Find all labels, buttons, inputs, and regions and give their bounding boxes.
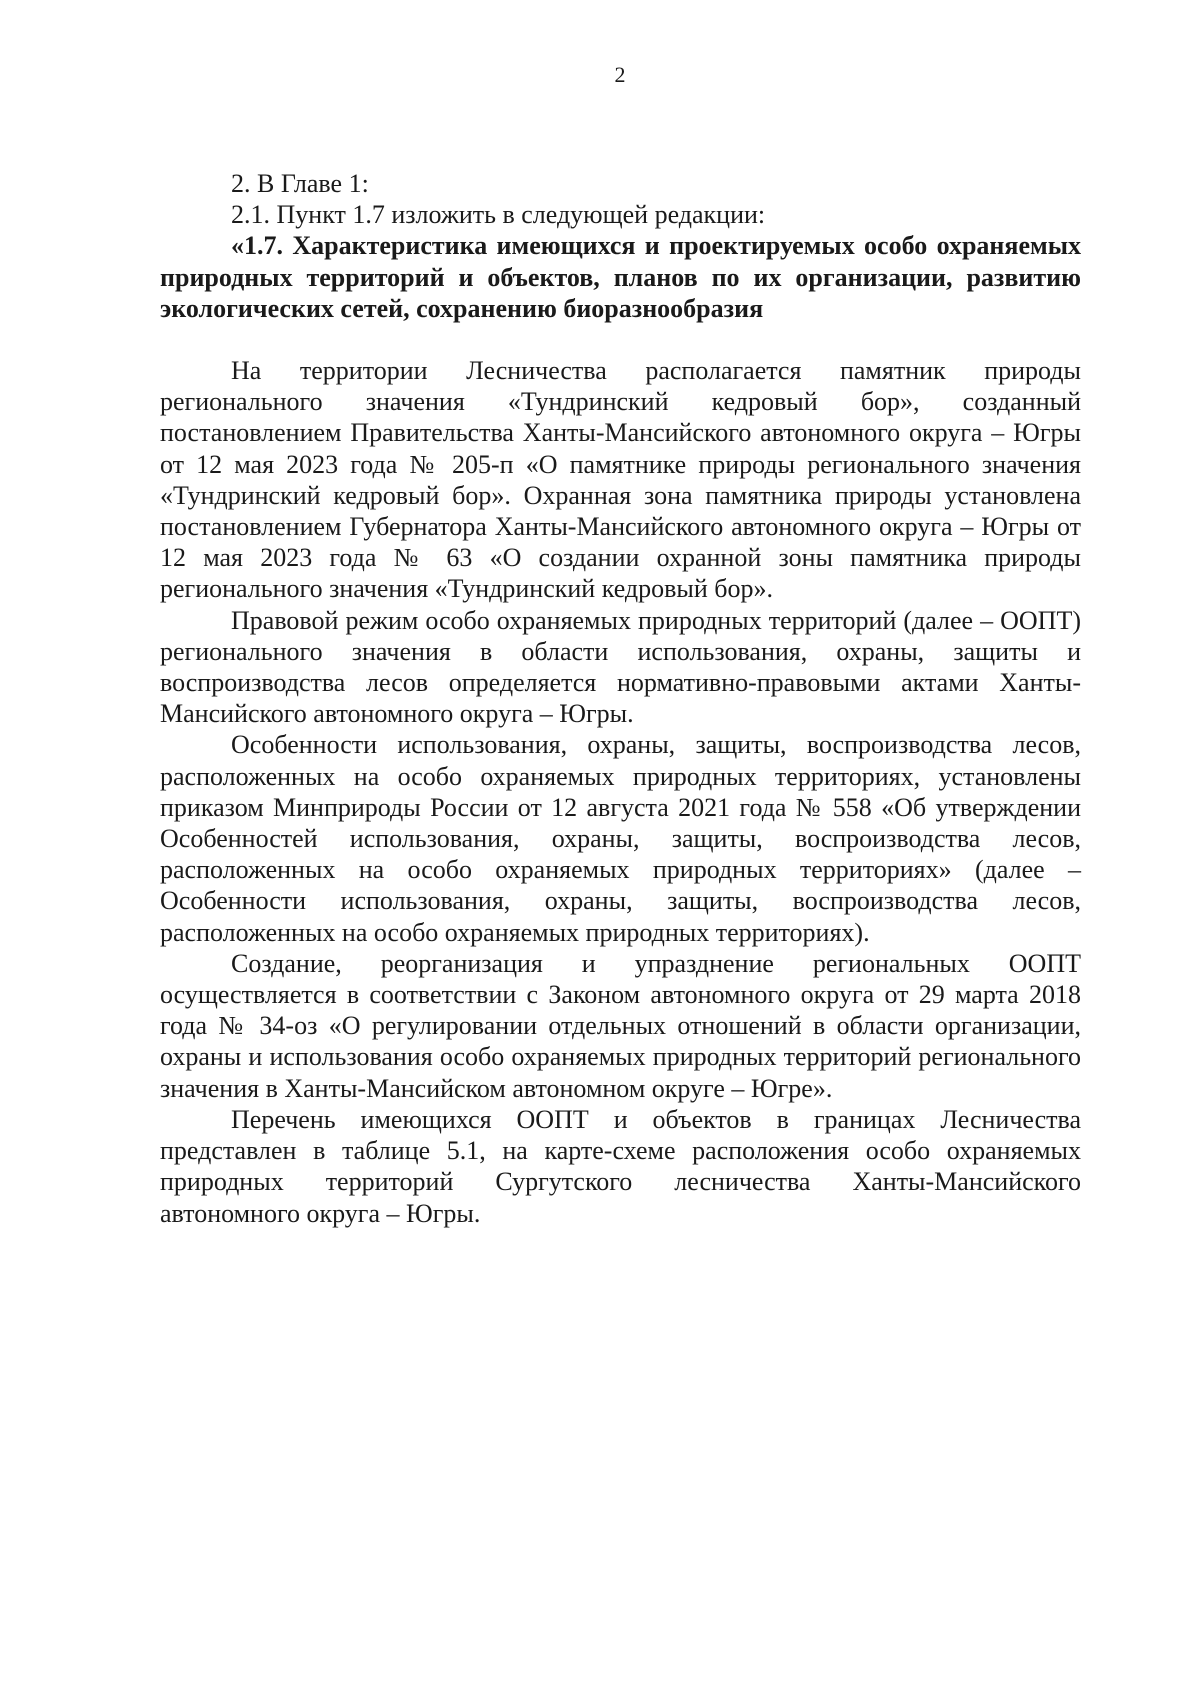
paragraph-creation: Создание, реорганизация и упразднение региональных ООПТ осуществляется в соответствии с Законом автономного округа от 29 марта 2018 года № 34-оз «О регулировании отдельных отношений в области организации, охраны и использования особо охраняемых природных территорий регионального значения в Ханты-Мансийском автономном округе – Югре». xyxy=(160,948,1081,1103)
paragraph-features: Особенности использования, охраны, защиты, воспроизводства лесов, расположенных на особо охраняемых природных территориях, установлены приказом Минприроды России от 12 августа 2021 года № 558 «Об утверждении Особенностей использования, охраны, защиты, воспроизводства лесов, расположенных на особо охраняемых природных территориях» (далее – Особенности использования, охраны, защиты, воспроизводства лесов, расположенных на особо охраняемых природных территориях). xyxy=(160,730,1081,947)
paragraph-monument: На территории Лесничества располагается памятник природы регионального значения «Тундринский кедровый бор», созданный постановлением Правительства Ханты-Мансийского автономного округа – Югры от 12 мая 2023 года № 205-п «О памятнике природы регионального значения «Тундринский кедровый бор». Охранная зона памятника природы установлена постановлением Губернатора Ханты-Мансийского автономного округа – Югры от 12 мая 2023 года № 63 «О создании охранной зоны памятника природы регионального значения «Тундринский кедровый бор». xyxy=(160,356,1081,604)
clause-reference: 2.1. Пункт 1.7 изложить в следующей редакции: xyxy=(231,200,766,230)
paragraph-legal-regime: Правовой режим особо охраняемых природных территорий (далее – ООПТ) регионального значения в области использования, охраны, защиты и воспроизводства лесов определяется нормативно-правовыми актами Ханты-Мансийского автономного округа – Югры. xyxy=(160,605,1081,729)
page-number: 2 xyxy=(614,62,626,87)
spacer xyxy=(160,324,1081,355)
section-heading: «1.7. Характеристика имеющихся и проектируемых особо охраняемых природных территорий и объектов, планов по их организации, развитию экологических сетей, сохранению биоразнообразия xyxy=(160,231,1081,323)
chapter-reference: 2. В Главе 1: xyxy=(231,169,369,198)
paragraph-list: Перечень имеющихся ООПТ и объектов в границах Лесничества представлен в таблице 5.1, на карте-схеме расположения особо охраняемых природных территорий Сургутского лесничества Ханты-Мансийского автономного округа – Югры. xyxy=(160,1104,1081,1228)
document-body xyxy=(160,168,1081,1229)
